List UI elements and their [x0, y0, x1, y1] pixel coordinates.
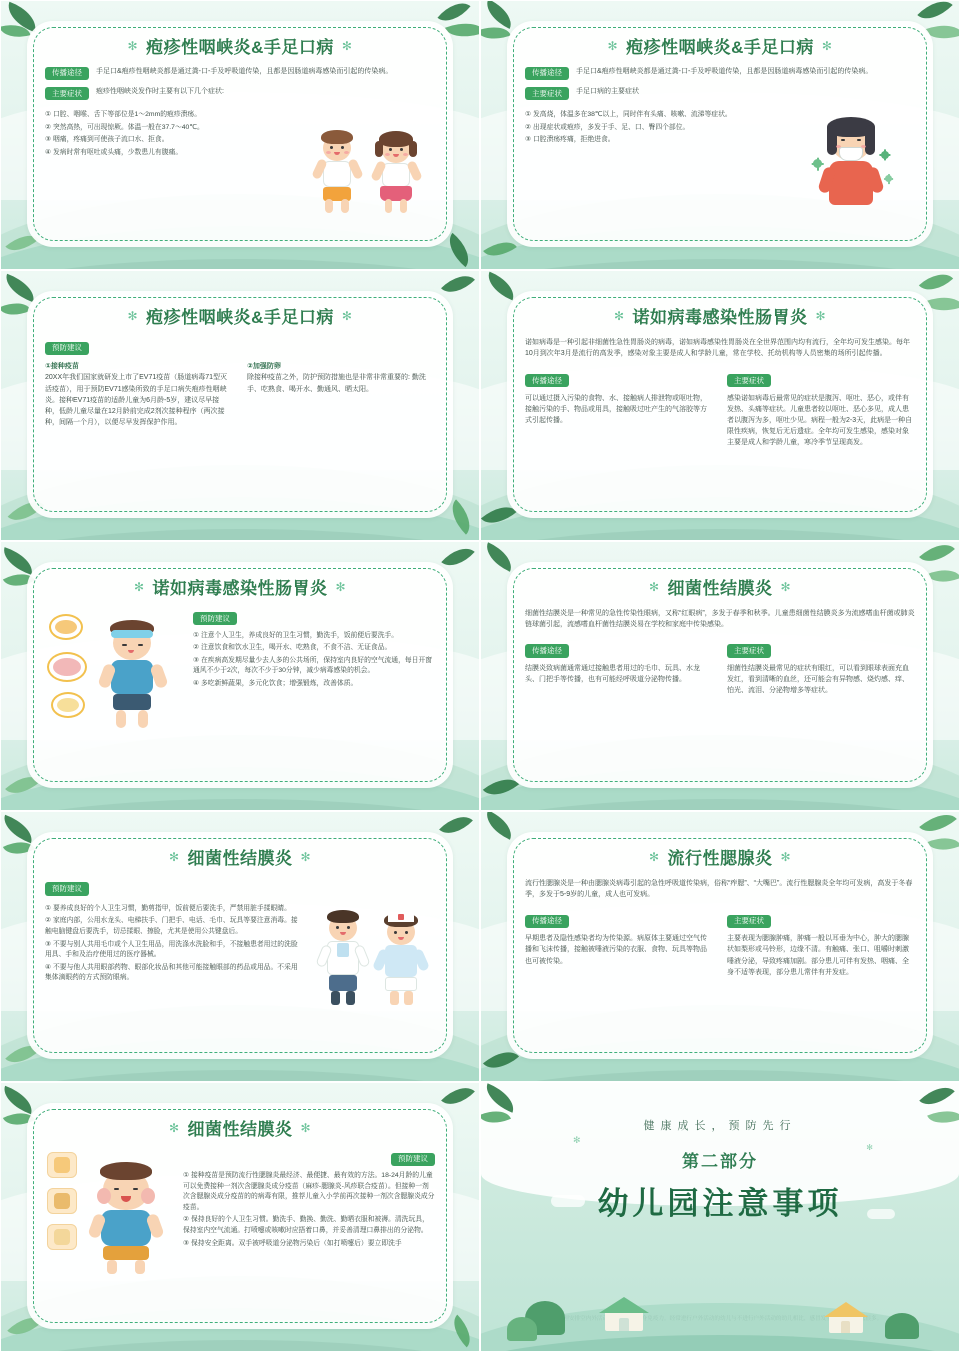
cooling-patch-icon: [111, 630, 153, 638]
route-tag: 传播途径: [525, 67, 569, 80]
list-item: ① 要养成良好的个人卫生习惯，勤剪指甲，饭前便后要洗手，严禁用脏手揉眼睛。: [45, 904, 291, 912]
list-item: ① 发高烧，体温多在38℃以上，同时伴有头痛、咳嗽、流涕等症状。: [525, 111, 732, 119]
star-icon: ✻: [341, 39, 353, 53]
symptoms-col: [727, 640, 915, 697]
content-card: [27, 562, 453, 788]
slide-title: ✻ 细菌性结膜炎 ✻: [168, 849, 312, 869]
star-icon: ✻: [341, 309, 353, 324]
star-icon: ✻: [300, 1120, 312, 1135]
route-row: [525, 67, 915, 80]
cover-headline: 健康成长，预防先行: [643, 1119, 797, 1132]
cover-part-label: 第二部分: [682, 1151, 758, 1171]
slide-title: ✻ 细菌性结膜炎 ✻: [168, 1119, 312, 1139]
list-item: ① 口腔、咽喉、舌下等部位是1～2mm的疱疹溃疡。: [45, 111, 202, 119]
leaf-icon: [0, 815, 37, 844]
route-tag: 传播途径: [525, 644, 569, 657]
content-card: [27, 291, 453, 517]
route-col: [525, 370, 713, 449]
intro-text: 流行性腮腺炎是一种由腮腺炎病毒引起的急性呼吸道传染病，俗称“痄腮”、“大嘴巴”。流行性腮腺炎全年均可发病，高发于冬春季，多发于5-9岁的儿童，成人也可发病。: [525, 879, 913, 899]
star-icon: ✻: [648, 579, 660, 594]
cloud-icon: [551, 1195, 585, 1207]
list-item: ② 家庭内部，公用水龙头、电梯扶手、门把手、电话、毛巾、玩具等要注意消毒。接触电脑键盘后要洗手，切忌揉眼、擦脸，尤其是使用公共键盘后。: [45, 917, 298, 935]
route-tag: 传播途径: [525, 915, 569, 928]
cover-title: 幼儿园注意事项: [597, 1185, 843, 1221]
leaf-icon: [481, 811, 518, 840]
illustration-sick-girl-mask: [787, 107, 915, 227]
route-text: 早期患者及隐性感染者均为传染源。病原体主要通过空气传播和飞沫传播，接触被唾液污染的衣服、食物、玩具等物品也可被传染。: [525, 935, 707, 965]
leaf-icon: [0, 547, 37, 575]
content-card: [507, 562, 933, 788]
section-text: 除接种疫苗之外，防护预防措施也是非常非常重要的: 勤洗手、吃熟食、喝开水、勤通风、晒太阳。: [247, 374, 426, 393]
list-item: ③ 口腔溃疡疼痛，拒绝进食。: [525, 136, 615, 144]
intro-text: 诺如病毒是一种引起非细菌性急性胃肠炎的病毒，诺如病毒感染性胃肠炎在全世界范围内均有流行，全年均可发生感染。每年10月到次年3月是流行的高发季，感染对象主要是成人和学龄儿童，常在学校、托幼机构等人员密集的场所引起传播。: [525, 339, 910, 358]
slide-title: ✻ 诺如病毒感染性肠胃炎 ✻: [133, 578, 347, 598]
route-text: 手足口&疱疹性咽峡炎都是通过粪-口-手及呼吸道传染，且都是因肠道病毒感染而引起的传染病。: [96, 67, 393, 75]
list-item: ② 突然高热，可出现惊厥。体温一般在37.7～40℃。: [45, 123, 204, 131]
leaf-icon: [441, 541, 474, 574]
star-icon: ✻: [866, 1142, 873, 1152]
star-icon: ✻: [815, 309, 827, 324]
bush-icon: [507, 1317, 537, 1341]
star-icon: ✻: [780, 850, 792, 865]
content-card: [507, 21, 933, 247]
section-head: ②加强防卵: [247, 363, 281, 371]
slide-title: ✻ 诺如病毒感染性肠胃炎 ✻: [613, 308, 827, 328]
bush-icon: [885, 1313, 919, 1339]
route-tag: 传播途径: [45, 67, 89, 80]
slide-title: ✻ 流行性腮腺炎 ✻: [648, 849, 792, 869]
symptoms-text: 感染诺如病毒后最常见的症状是腹泻、呕吐、恶心，或伴有发热、头痛等症状。儿童患者较以呕吐、恶心多见，成人患者以腹泻为多，呕吐少见。病程一般为2-3天，此病是一种自限性疾病，恢复后无后遗症。全年均可发生感染，感染对象主要是成人和学龄儿童，寒冷季节呈现高发。: [727, 394, 913, 447]
slide-5: [0, 541, 480, 811]
intro-text: 细菌性结膜炎是一种常见的急性传染性眼病，又称“红眼病”，多发于春季和秋季。儿童患细菌性结膜炎多为流感嗜血杆菌或肺炎链球菌引起，流感嗜血杆菌性结膜炎易在学校和家庭中传染感染。: [525, 609, 915, 628]
symptoms-row: [45, 87, 435, 100]
section-head: ①接种疫苗: [45, 363, 79, 371]
content-card: [27, 21, 453, 247]
list-item: ③ 在疾病高发期尽量少去人多的公共场所，保持室内良好的空气流通，每日开窗通风不少于2次，每次不少于30分钟，减少病毒感染的机会。: [193, 656, 433, 675]
content-card: [507, 291, 933, 517]
star-icon: ✻: [607, 39, 619, 53]
red-cross-icon: [398, 914, 404, 920]
slide-4: [480, 270, 960, 540]
star-icon: ✻: [127, 309, 139, 324]
prevent-list: [183, 1171, 435, 1249]
list-item: ④ 发病时常有呕吐或头痛，少数患儿有腹痛。: [45, 148, 183, 156]
prevent-tag: 预防建议: [391, 1153, 435, 1166]
list-item: ② 出现症状或疱疹，多发于手、足、口、臀四个部位。: [525, 123, 690, 131]
slide-6: [480, 541, 960, 811]
content-card: [507, 832, 933, 1058]
list-item: ④ 不要与他人共用眼部药物、眼部化妆品和其他可能接触眼部的药品或用品。不采用集体滴眼药的方式预防眼病。: [45, 963, 298, 982]
cloud-icon: [867, 1209, 895, 1219]
slide-9: [0, 1082, 480, 1352]
symptoms-text: 细菌性结膜炎最常见的症状有眼红，可以看到眼球表面充血发红，看到清晰的血丝，还可能会有异物感、烧灼感、痒、怕光、流泪、分泌物增多等症状。: [727, 664, 909, 695]
star-icon: ✻: [573, 1134, 581, 1145]
leaf-icon: [917, 0, 952, 28]
illustration-two-children: [307, 107, 435, 227]
prevent-section-1: [45, 361, 233, 428]
slide-title: ✻ 细菌性结膜炎 ✻: [648, 578, 792, 598]
symptoms-col: [727, 370, 915, 449]
prevent-tag: 预防建议: [193, 612, 237, 625]
list-item: ② 保持良好的个人卫生习惯。勤洗手、勤换、勤洗、勤晒衣服和被褥。清洗玩具，保持室内空气流通。打喷嚏或咳嗽时应捂着口鼻，并妥善清理口鼻排出的分泌物。: [183, 1216, 429, 1234]
route-text: 可以通过摄入污染的食物、水、接触病人排泄物或呕吐物，接触污染的手、物品或用具，接触吸过吐产生的气溶胶等方式引起传播。: [525, 394, 707, 424]
virus-icon: [881, 151, 889, 159]
prevent-list: [193, 631, 435, 690]
content-card: [27, 832, 453, 1058]
swollen-cheek-icon: [141, 1188, 155, 1204]
symptoms-text: 主要表现为腮腺肿痛，肿痛一般以耳垂为中心，肿大的腮腺状如梨形或马铃形，边缘不清。有触痛、张口、咀嚼时刺激唾液分泌，导致疼痛加剧。部分患儿可伴有发热、咽痛、全身不适等表现，部分患儿常伴有并发症。: [727, 935, 909, 976]
slide-1: [0, 0, 480, 270]
symptoms-list: [45, 110, 299, 158]
symptoms-tag: 主要症状: [727, 374, 771, 387]
leaf-icon: [919, 541, 955, 570]
leaf-icon: [481, 542, 518, 571]
list-item: ① 接种疫苗是预防流行性腮腺炎最经济、最便捷、最有效的方法。18-24月龄的儿童可以免费接种一剂次含腮腺炎成分疫苗（麻疹-腮腺炎-风疹联合疫苗）。但接种一剂次含腮腺炎成分疫苗的的病毒有限，推荐儿童入小学前再次接种一剂次含腮腺炎成分疫苗。: [183, 1172, 435, 1211]
section-text: 20XX年我们国家就研发上市了EV71疫苗（肠道病毒71型灭活疫苗），用于预防EV71感染所致的手足口病失疱疹性咽峡炎。接种EV71疫苗的适龄儿童为6月龄-5岁，建议尽早接种，低龄儿童尽量在12月龄前完成2剂次接种程序（两次接种，间隔一个月），以便尽早发挥保护作用。: [45, 374, 228, 427]
list-item: ③ 不要与别人共用毛巾或个人卫生用品，用洗涤水洗脸和手，不接触患者用过的洗脸用具、手和及治疗使用过的医疗器械。: [45, 940, 298, 959]
illustration-two-doctors: [311, 901, 435, 1011]
symptoms-col: [727, 910, 915, 978]
house-icon: [825, 1301, 867, 1333]
star-icon: ✻: [613, 309, 625, 324]
house-icon: [601, 1297, 647, 1331]
star-icon: ✻: [300, 850, 312, 865]
route-col: [525, 910, 713, 978]
star-icon: ✻: [168, 1120, 180, 1135]
leaf-icon: [441, 1082, 475, 1113]
slide-2: [480, 0, 960, 270]
star-icon: ✻: [648, 850, 660, 865]
leaf-icon: [919, 270, 953, 299]
leaf-icon: [481, 0, 518, 29]
slide-7: [0, 811, 480, 1081]
illustration-boy-mumps: [45, 1148, 175, 1278]
slide-3: [0, 270, 480, 540]
illustration-sick-boy-food: [45, 608, 185, 738]
star-icon: ✻: [780, 579, 792, 594]
symptoms-tag: 主要症状: [525, 87, 569, 100]
symptoms-tag: 主要症状: [727, 915, 771, 928]
leaf-icon: [919, 811, 957, 841]
leaf-icon: [0, 1085, 37, 1114]
symptoms-row: [525, 87, 915, 100]
symptoms-intro: 手足口病的主要症状: [576, 88, 639, 95]
star-icon: ✻: [127, 39, 139, 53]
prevent-list: [45, 904, 303, 984]
route-text: 手足口&疱疹性咽峡炎都是通过粪-口-手及呼吸道传染，且都是因肠道病毒感染而引起的传染病。: [576, 67, 873, 75]
symptoms-tag: 主要症状: [45, 87, 89, 100]
route-tag: 传播途径: [525, 374, 569, 387]
prevent-section-2: [247, 361, 435, 428]
list-item: ② 注意饮食和饮水卫生，喝开水、吃熟食，不食不洁、无证食品。: [193, 644, 392, 652]
slide-title: ✻ 疱疹性咽峡炎&手足口病 ✻: [607, 38, 833, 57]
slide-title: ✻ 疱疹性咽峡炎&手足口病 ✻: [127, 308, 353, 328]
list-item: ④ 多吃新鲜蔬果，多元化饮食；增强锻炼，改善体质。: [193, 679, 358, 687]
symptoms-tag: 主要症状: [727, 644, 771, 657]
slide-10-section-cover: [480, 1082, 960, 1352]
prevent-tag: 预防建议: [45, 342, 89, 355]
star-icon: ✻: [168, 850, 180, 865]
slide-8: [480, 811, 960, 1081]
route-text: 结膜炎致病菌通常通过接触患者用过的毛巾、玩具、水龙头、门把手等传播，也有可能经呼吸道分泌物传播。: [525, 664, 700, 684]
symptoms-list: [525, 110, 779, 146]
symptoms-intro: 疱疹性咽峡炎发作时主要有以下几个症状:: [96, 88, 224, 95]
star-icon: ✻: [133, 579, 145, 594]
route-col: [525, 640, 713, 697]
list-item: ③ 咽痛，疼痛到可使孩子流口水、拒食。: [45, 136, 169, 144]
content-card: [27, 1103, 453, 1329]
slide-title: ✻ 疱疹性咽峡炎&手足口病 ✻: [127, 38, 353, 57]
star-icon: ✻: [821, 39, 833, 53]
leaf-icon: [483, 272, 519, 301]
list-item: ① 注意个人卫生，养成良好的卫生习惯，勤洗手，饭前便后要洗手。: [193, 631, 399, 639]
leaf-icon: [441, 270, 475, 301]
list-item: ③ 保持安全距离。双手被呼吸道分泌物污染后（如打喷嚏后）要立即洗手: [183, 1239, 402, 1247]
virus-icon: [885, 175, 892, 182]
virus-icon: [813, 159, 822, 168]
prevent-tag: 预防建议: [45, 882, 89, 895]
route-row: [45, 67, 435, 80]
star-icon: ✻: [335, 579, 347, 594]
